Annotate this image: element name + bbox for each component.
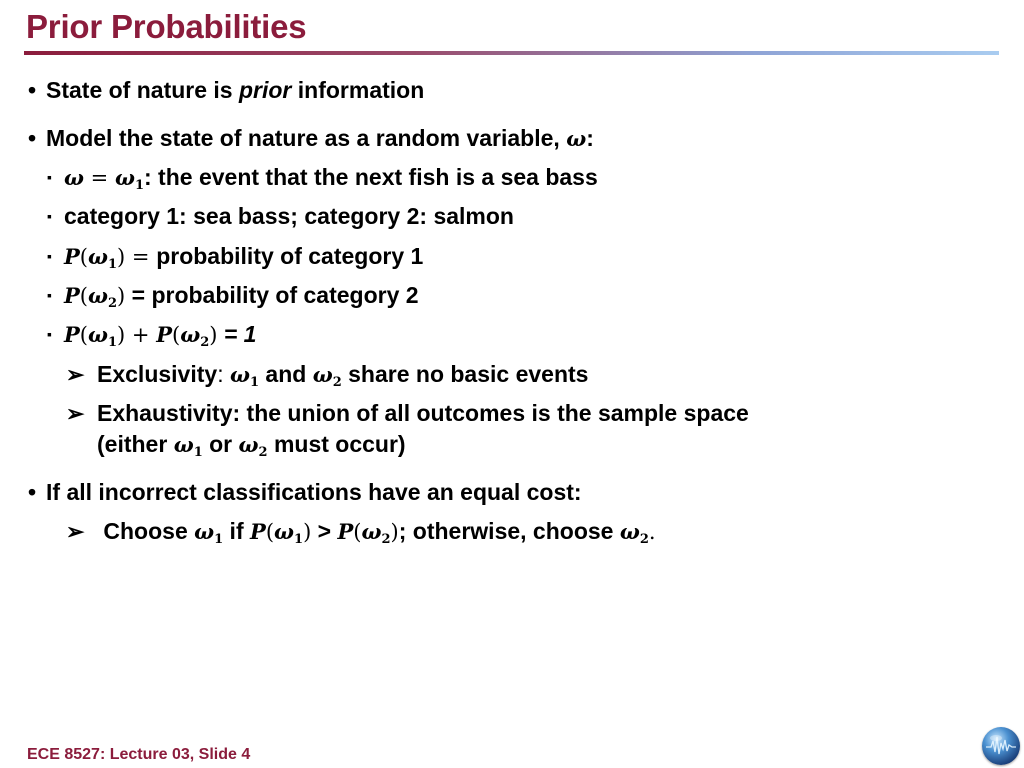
subbullet-omega-definition: ▪ $\omega = \omega_1$: the event that the next fish is a sea bass (47, 164, 598, 193)
arrow-item-exhaustivity: ➢ Exhaustivity: the union of all outcomes is the sample space (66, 400, 749, 426)
bullet-marker: • (28, 125, 37, 151)
globe-logo-icon (982, 727, 1020, 765)
arrow-marker: ➢ (66, 519, 85, 544)
subbullet-p-omega2: ▪ $P(\omega_2)$ = probability of category 2 (47, 282, 419, 311)
signal-waveform-icon (982, 727, 1020, 765)
subbullet-sum-equals-one: ▪ $P(\omega_1) + P(\omega_2) = 1$ (47, 321, 257, 350)
bullet-random-variable: • Model the state of nature as a random variable, ω: (28, 125, 594, 151)
arrow-item-decision-rule: ➢ Choose $\omega_1$ if $P(\omega_1) > P(\omega_2)$; otherwise, choose $\omega_2$. (66, 518, 656, 547)
square-marker: ▪ (47, 248, 52, 264)
arrow-marker: ➢ (66, 401, 85, 426)
subbullet-categories: ▪ category 1: sea bass; category 2: salmon (47, 203, 514, 229)
square-marker: ▪ (47, 208, 52, 224)
square-marker: ▪ (47, 326, 52, 342)
arrow-item-exclusivity: ➢ Exclusivity: $\omega_1$ and $\omega_2$ share no basic events (66, 361, 589, 390)
subbullet-p-omega1: ▪ $P(\omega_1)$ = probability of category 1 (47, 243, 424, 272)
slide-title: Prior Probabilities (26, 8, 307, 45)
arrow-item-exhaustivity-continuation: (either $\omega_1$ or $\omega_2$ must occur) (97, 431, 406, 460)
arrow-marker: ➢ (66, 362, 85, 387)
bullet-marker: • (28, 77, 37, 103)
slide-footer: ECE 8527: Lecture 03, Slide 4 (27, 746, 251, 763)
bullet-state-of-nature: • State of nature is prior information (28, 77, 425, 103)
bullet-marker: • (28, 479, 37, 505)
square-marker: ▪ (47, 287, 52, 303)
bullet-equal-cost: • If all incorrect classifications have an equal cost: (28, 479, 582, 505)
square-marker: ▪ (47, 169, 52, 185)
